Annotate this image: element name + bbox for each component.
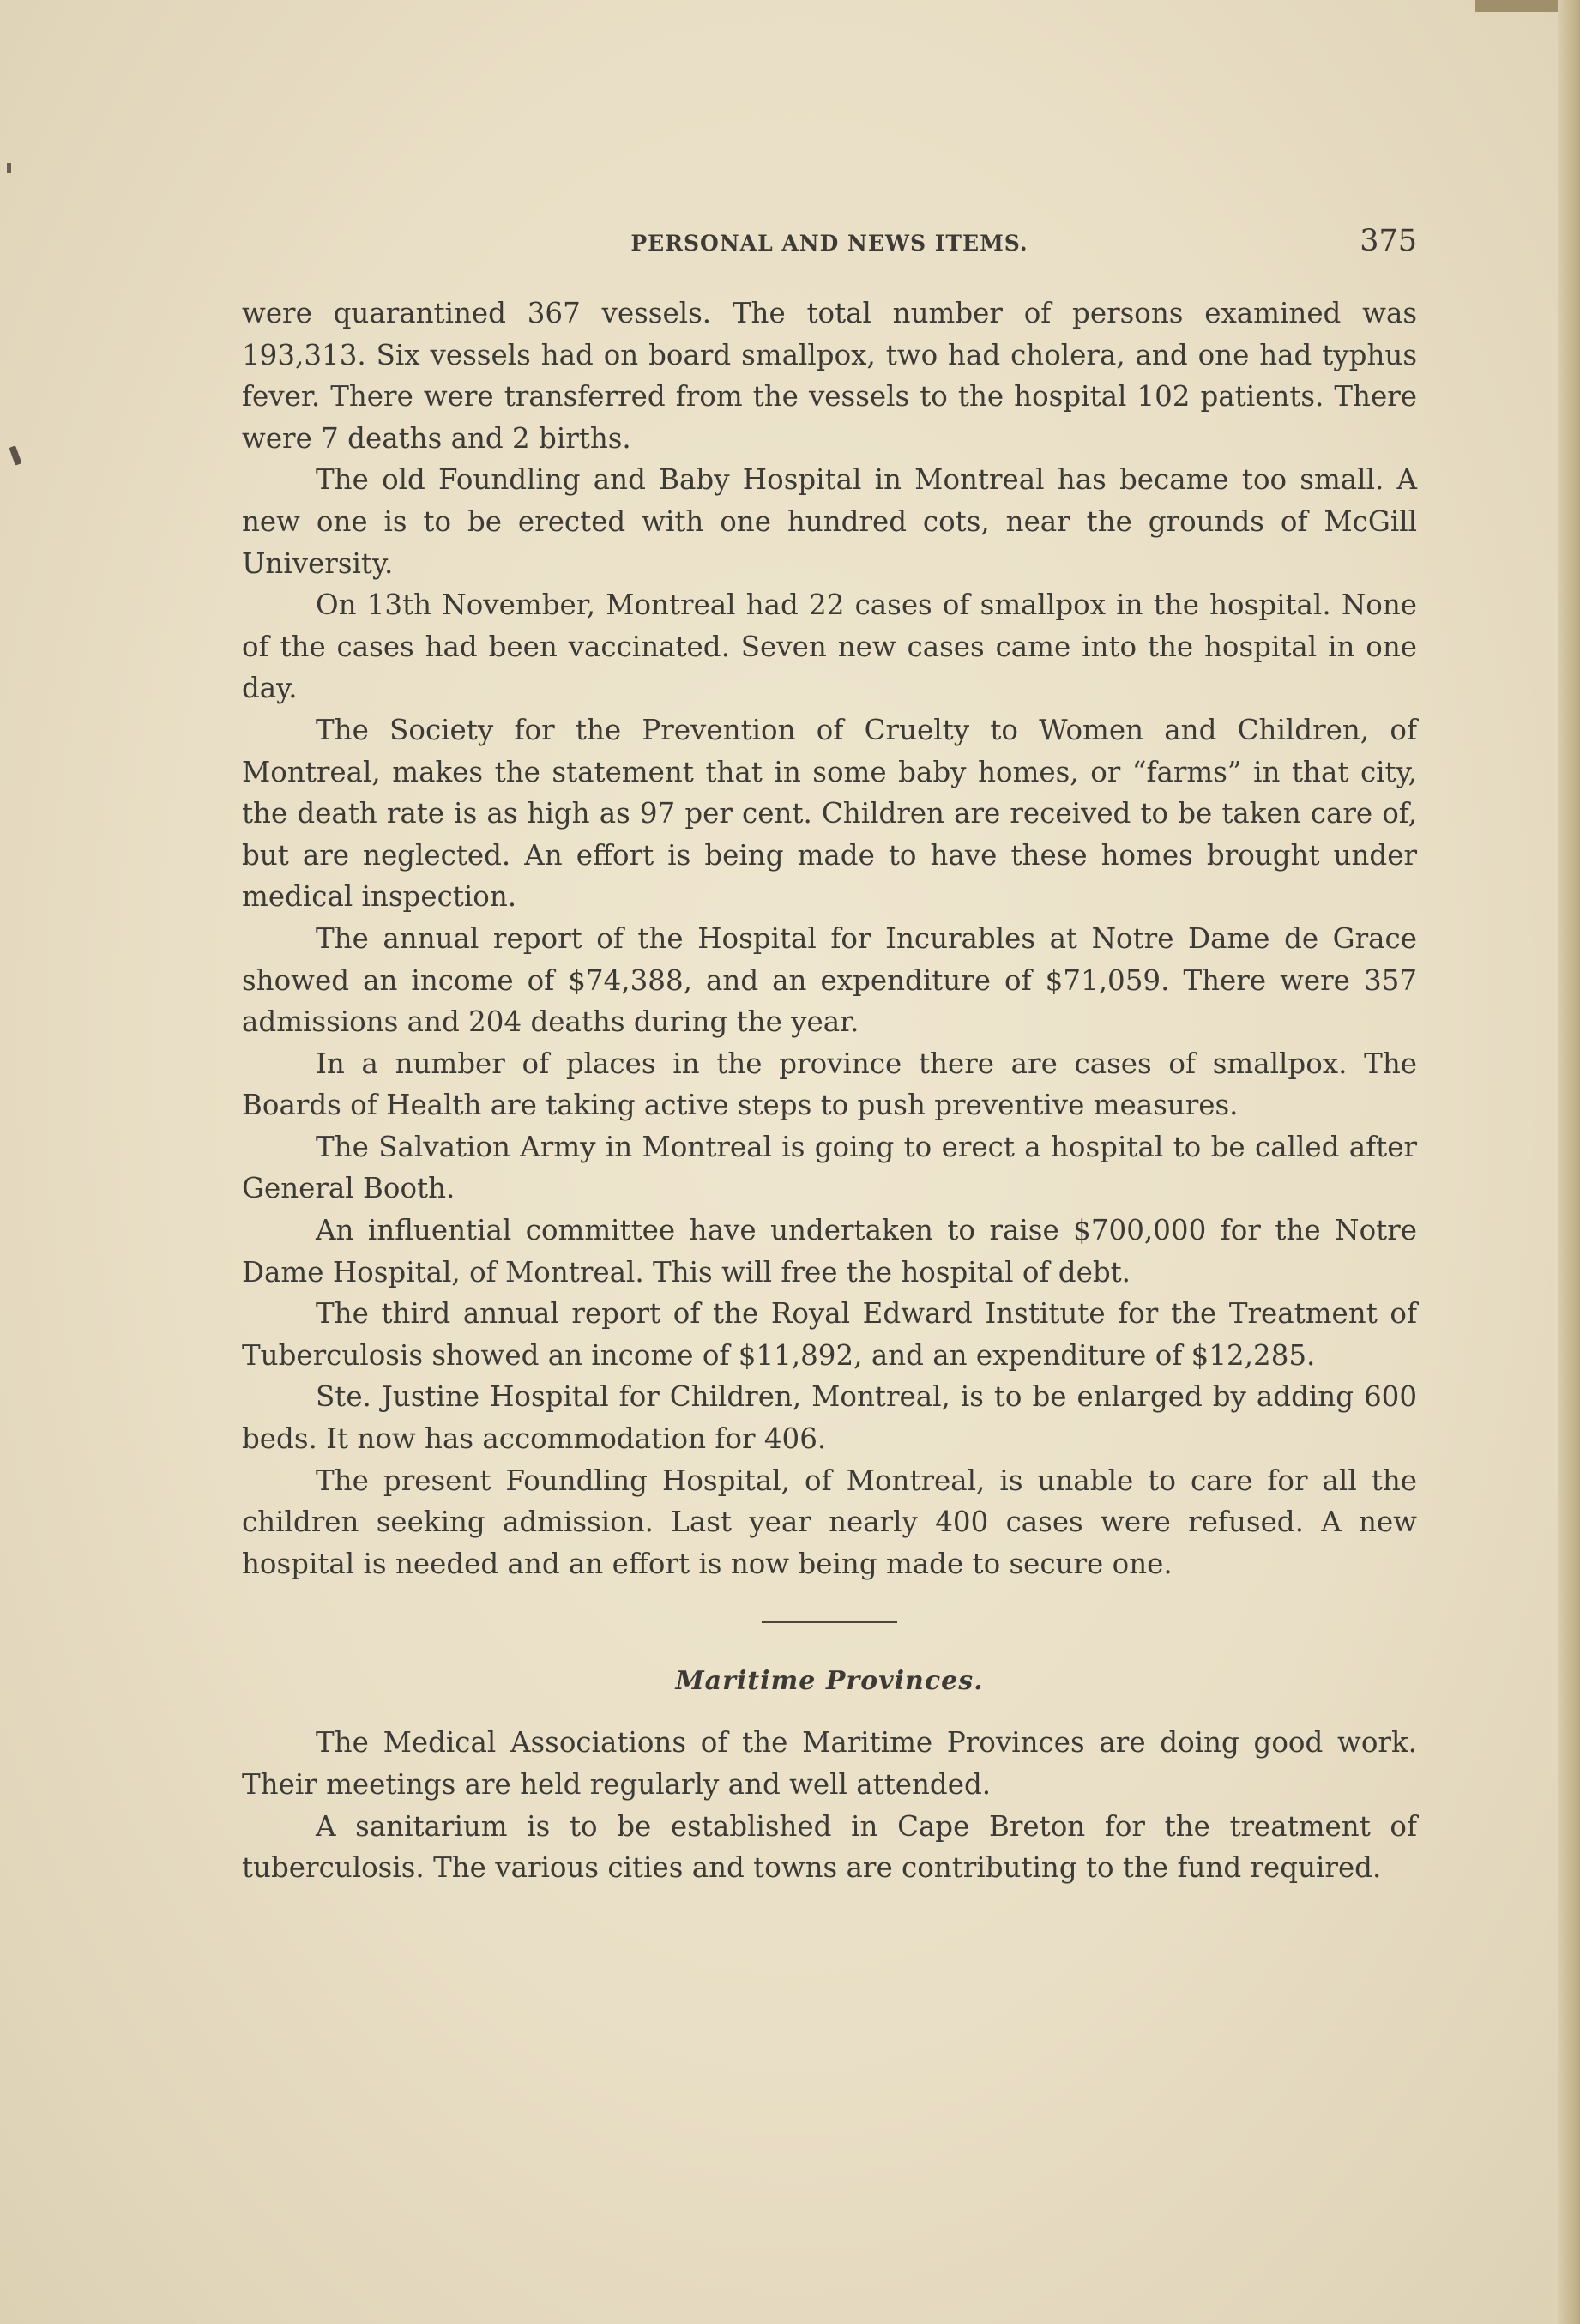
- section-heading: Maritime Provinces.: [675, 1666, 984, 1697]
- paragraph: The Medical Associations of the Maritime Provinces are doing good work. Their meetings are held regularly and well attended.: [242, 1726, 1417, 1801]
- paragraph: In a number of places in the province there are cases of smallpox. The Boards of Health are taking active steps to push preventive measures.: [242, 1047, 1417, 1122]
- paragraph: The present Foundling Hospital, of Montreal, is unable to care for all the children seeking admission. Last year nearly 400 cases were refused. A new hospital is needed and an effort is now being made to secure one.: [242, 1464, 1417, 1580]
- paragraph: The old Foundling and Baby Hospital in Montreal has became too small. A new one is to be erected with one hundred cots, near the grounds of McGill University.: [242, 463, 1417, 580]
- page-binding-edge: [1558, 0, 1580, 2324]
- paragraph: The third annual report of the Royal Edward Institute for the Treatment of Tuberculosis showed an income of $11,892, and an expenditure of $12,285.: [242, 1297, 1417, 1372]
- paragraph: The annual report of the Hospital for Incurables at Notre Dame de Grace showed an income of $74,388, and an expenditure of $71,059. There were 357 admissions and 204 deaths during the year.: [242, 921, 1417, 1039]
- running-title: PERSONAL AND NEWS ITEMS.: [630, 231, 1028, 256]
- paragraph: The Society for the Prevention of Cruelty to Women and Children, of Montreal, makes the statement that in some baby homes, or “farms” in that city, the death rate is as high as 97 per cent. Children are received to be taken care of, but are neglected. An effort is being made to have these homes brought under medical inspection.: [242, 713, 1417, 914]
- margin-mark: [9, 445, 21, 465]
- page-number: 375: [1360, 224, 1417, 258]
- page-content: [242, 219, 1417, 1889]
- paragraph: were quarantined 367 vessels. The total number of persons examined was 193,313. Six vessels had on board smallpox, two had cholera, and one had typhus fever. There were transferred from the vessels to the hospital 102 patients. There were 7 deaths and 2 births.: [242, 297, 1417, 455]
- running-head: [242, 219, 1417, 270]
- paragraph: Ste. Justine Hospital for Children, Montreal, is to be enlarged by adding 600 beds. It now has accommodation for 406.: [242, 1380, 1417, 1456]
- paragraph: The Salvation Army in Montreal is going to erect a hospital to be called after General Booth.: [242, 1130, 1417, 1205]
- margin-mark: [7, 163, 11, 173]
- paragraph: On 13th November, Montreal had 22 cases of smallpox in the hospital. None of the cases had been vaccinated. Seven new cases came into the hospital in one day.: [242, 589, 1417, 705]
- paragraph: An influential committee have undertaken to raise $700,000 for the Notre Dame Hospital, of Montreal. This will free the hospital of debt.: [242, 1214, 1417, 1289]
- paragraph: A sanitarium is to be established in Cape Breton for the treatment of tuberculosis. The various cities and towns are contributing to the fund required.: [242, 1809, 1417, 1885]
- section-divider: [762, 1621, 897, 1623]
